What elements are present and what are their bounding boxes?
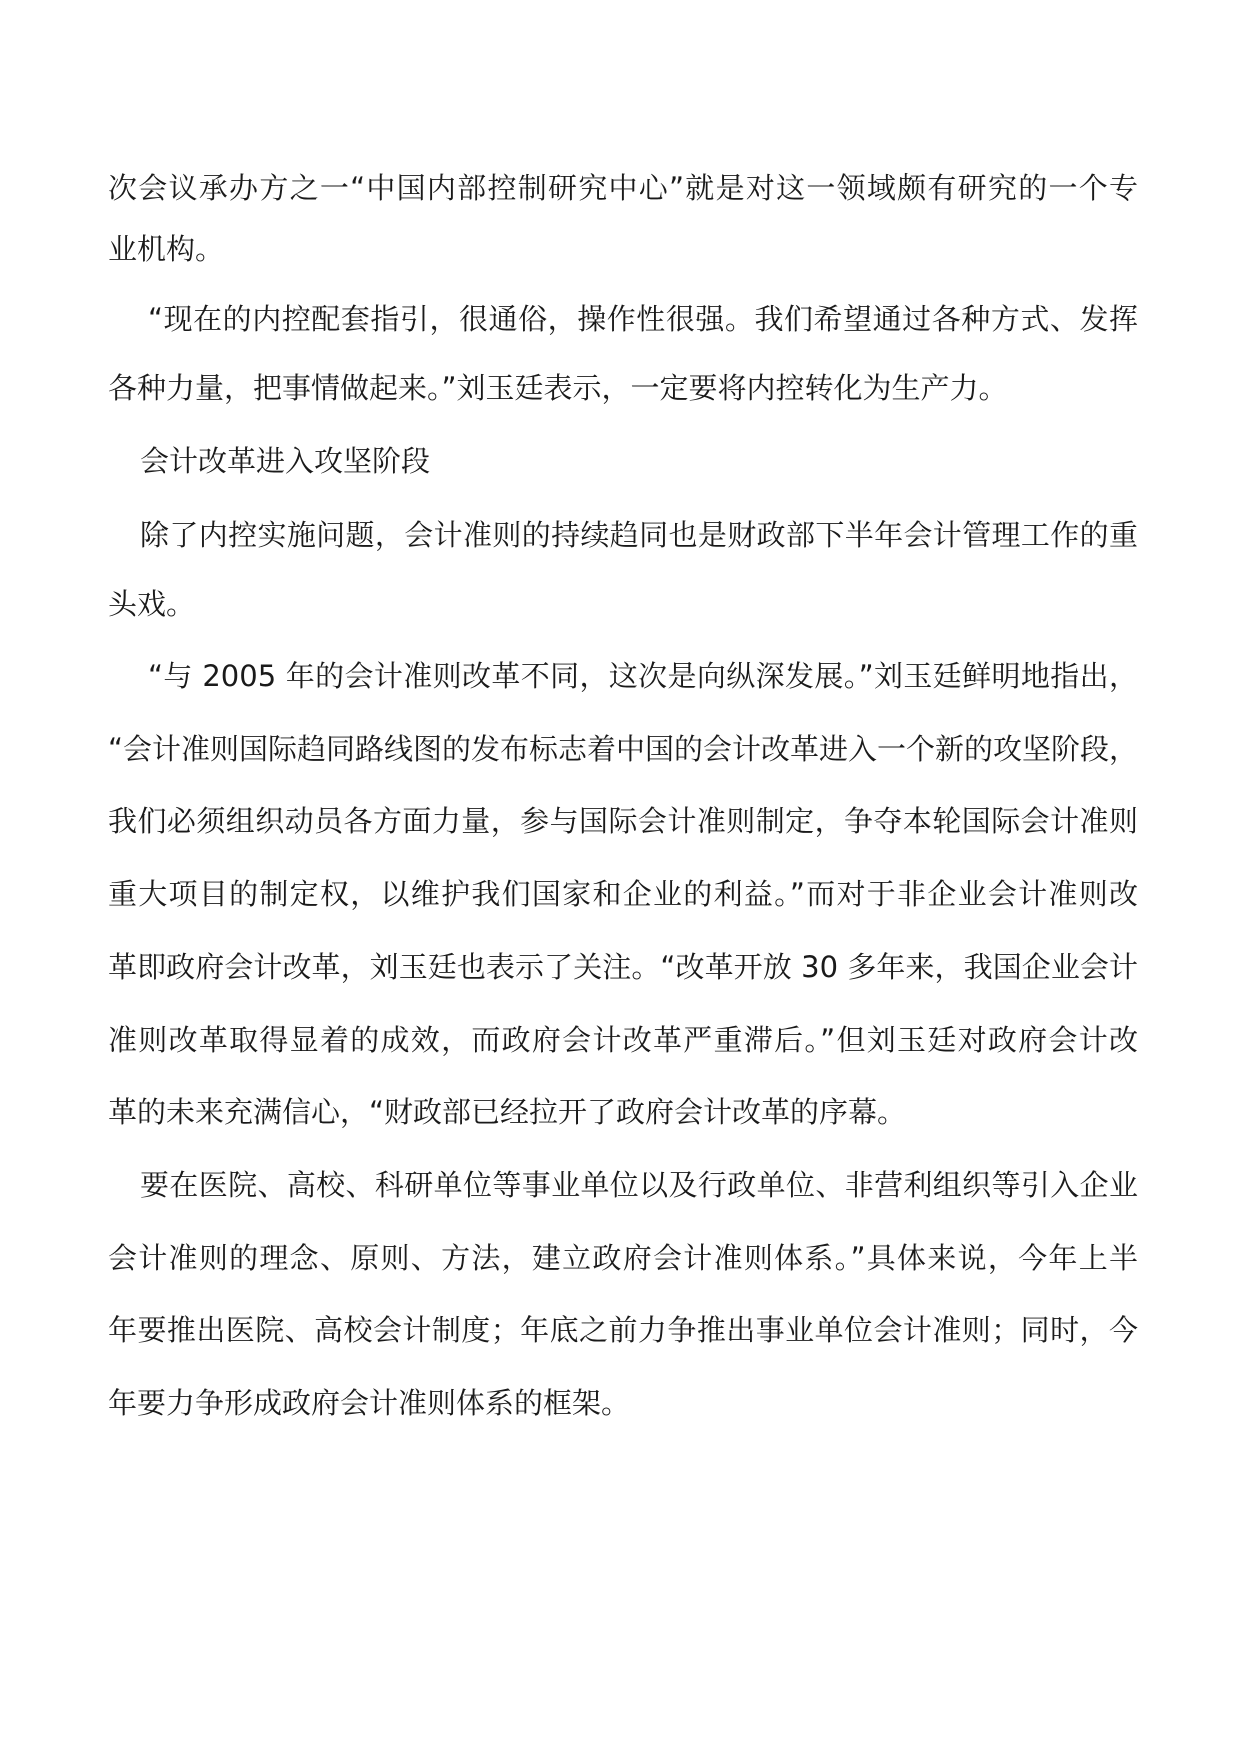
text-line: 准则改革取得显着的成效，而政府会计改革严重滞后。”但刘玉廷对政府会计改 (108, 1023, 1138, 1057)
text-line: 次会议承办方之一“中国内部控制研究中心”就是对这一领域颇有研究的一个专 (108, 171, 1138, 205)
text-line: 业机构。 (108, 232, 225, 266)
text-line: 除了内控实施问题，会计准则的持续趋同也是财政部下半年会计管理工作的重 (140, 518, 1138, 552)
text-line: “现在的内控配套指引，很通俗，操作性很强。我们希望通过各种方式、发挥 (148, 302, 1138, 336)
text-line: 会计准则的理念、原则、方法，建立政府会计准则体系。”具体来说，今年上半 (108, 1241, 1138, 1275)
text-line: 要在医院、高校、科研单位等事业单位以及行政单位、非营利组织等引入企业 (140, 1168, 1138, 1202)
text-line: “与 2005 年的会计准则改革不同，这次是向纵深发展。”刘玉廷鲜明地指出， (148, 659, 1138, 693)
text-line: 革的未来充满信心，“财政部已经拉开了政府会计改革的序幕。 (108, 1095, 907, 1129)
text-line: 重大项目的制定权，以维护我们国家和企业的利益。”而对于非企业会计准则改 (108, 877, 1138, 911)
text-line: 年要力争形成政府会计准则体系的框架。 (108, 1386, 631, 1420)
text-line: 年要推出医院、高校会计制度；年底之前力争推出事业单位会计准则；同时，今 (108, 1313, 1138, 1347)
text-line: 各种力量，把事情做起来。”刘玉廷表示，一定要将内控转化为生产力。 (108, 371, 1008, 405)
text-line: 我们必须组织动员各方面力量，参与国际会计准则制定，争夺本轮国际会计准则 (108, 804, 1138, 838)
text-line: 革即政府会计改革，刘玉廷也表示了关注。“改革开放 30 多年来，我国企业会计 (108, 950, 1138, 984)
text-line: 头戏。 (108, 587, 196, 621)
section-heading: 会计改革进入攻坚阶段 (140, 444, 431, 478)
text-line: “会计准则国际趋同路线图的发布标志着中国的会计改革进入一个新的攻坚阶段， (108, 732, 1138, 766)
